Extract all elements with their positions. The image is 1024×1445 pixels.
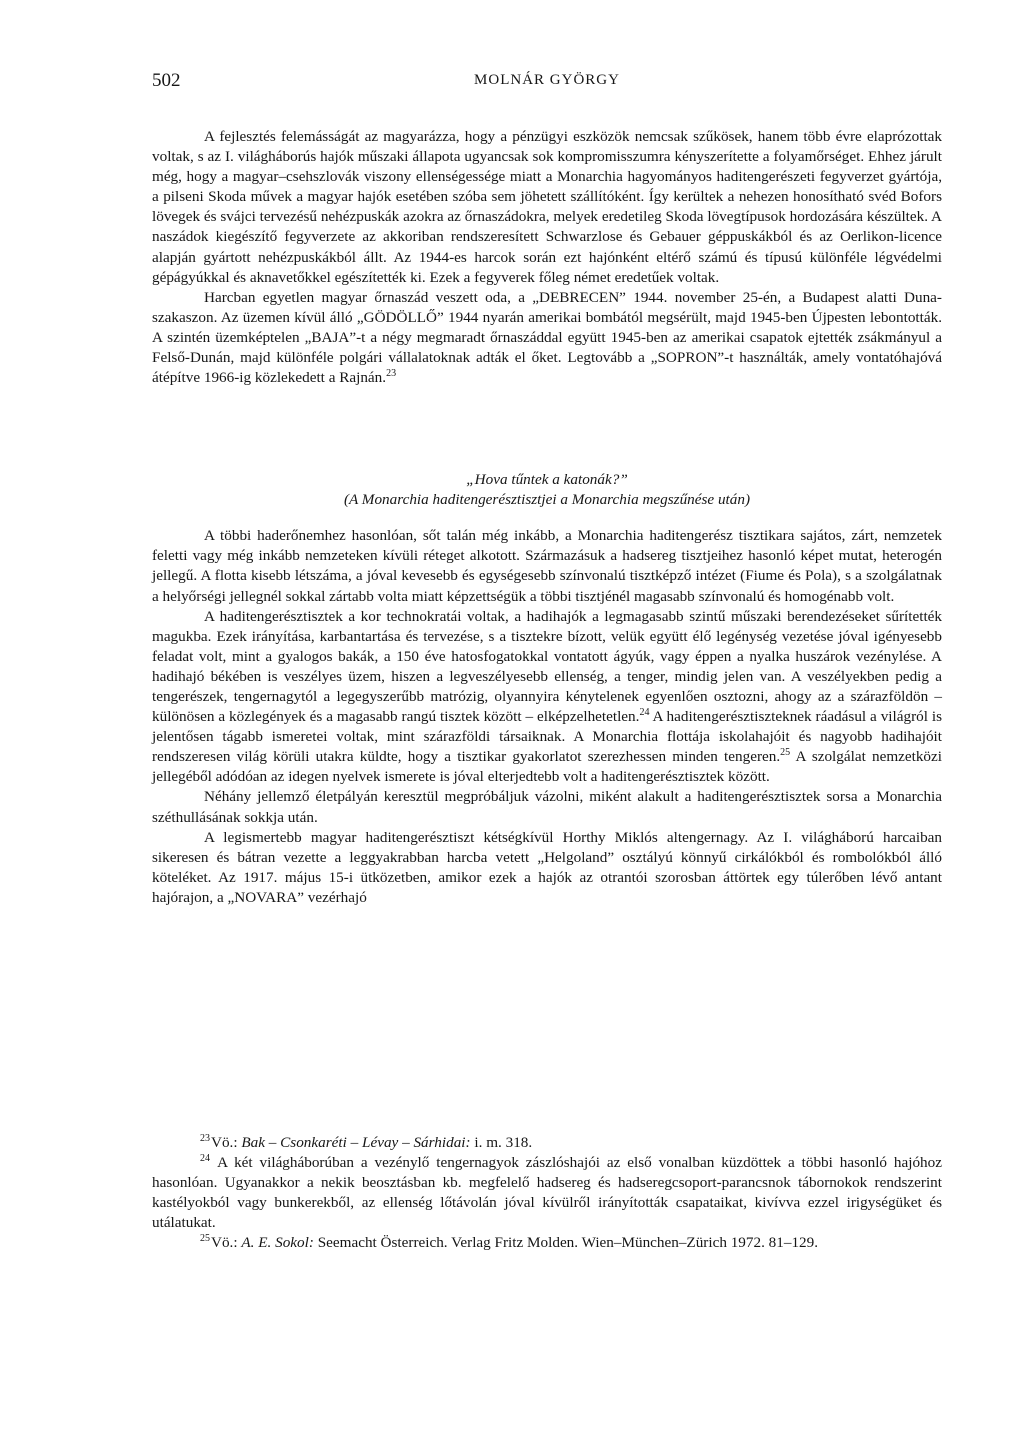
footnote-ref-23: 23	[386, 368, 397, 380]
footnote-ref-24: 24	[639, 707, 650, 718]
paragraph-4	[152, 607, 942, 788]
body-text	[152, 127, 942, 908]
section-subtitle: (A Monarchia haditengerésztisztjei a Monarchia megszűnése után)	[343, 491, 751, 509]
footnote-25-lead: Vö.:	[211, 1234, 242, 1252]
paragraph-4-part-3: A szolgálat nemzetközi jellegéből adódóan az idegen nyelvek ismerete is jóval elterjedtebb volt a haditengerésztisztek között.	[152, 748, 942, 786]
footnotes	[152, 1133, 942, 1254]
paragraph-3: A többi haderőnemhez hasonlóan, sőt talán még inkább, a Monarchia haditengerész tisztikara sajátos, zárt, nemzetek feletti vagy még inkább nemzeteken kívüli réteget alkotott. Származásuk a hadsereg tisztjeihez hasonló képet mutat, heterogén jellegű. A flotta kisebb létszáma, a jóval kevesebb és egységesebb színvonalú tisztképző intézet (Fiume és Pola), s a szolgálatnak a helyőrségi jellegnél sokkal zártabb volta miatt képzettségük a többi tisztjénél magasabb színvonalú és homogénabb volt.	[152, 527, 942, 605]
footnote-25	[152, 1233, 942, 1253]
paragraph-4-part-2: A haditengerésztiszteknek ráadásul a világról is jelentősen tágabb ismeretei voltak, mint szárazföldi társaiknak. A Monarchia flottája iskolahajóit és nagyobb hadihajóit rendszeresen világ körüli utakra küldte, hogy a tisztikar gyakorlatot szerezhessen minden tengeren.	[152, 708, 942, 766]
footnote-24-number: 24	[200, 1153, 210, 1165]
paragraph-2-text: Harcban egyetlen magyar őrnaszád veszett oda, a „DEBRECEN” 1944. november 25-én, a Budapest alatti Duna-szakaszon. Az üzemen kívül álló „GÖDÖLLŐ” 1944 nyarán amerikai bombától megsérült, majd 1945-ben Újpesten lebontották. A szintén üzemképtelen „BAJA”-t a négy megmaradt őrnaszáddal együtt 1945-ben az amerikai csapatok ejtették zsákmányul a Felső-Dunán, majd különféle polgári vállalatoknak adták el őket. Legtovább a „SOPRON”-t használták, amely vontatóhajóvá átépítve 1966-ig közlekedett a Rajnán.	[152, 288, 942, 387]
paragraph-6: A legismertebb magyar haditengerésztiszt kétségkívül Horthy Miklós altengernagy. Az I. világháború harcaiban sikeresen és bátran vezette a leggyakrabban harcba vetett „Helgoland” osztályú könnyű cirkálókból és rombolókból álló köteléket. Az 1917. május 15-i ütközetben, amikor ezek a hajók az otrantói szorosban áttörtek egy túlerőben lévő antant hajórajon, a „NOVARA” vezérhajó	[152, 828, 942, 906]
footnote-24	[152, 1153, 942, 1233]
paragraph-5: Néhány jellemző életpályán keresztül megpróbáljuk vázolni, miként alakult a haditengerésztisztek sorsa a Monarchia széthullásának sokkja után.	[152, 788, 942, 826]
section-title: „Hova tűntek a katonák?”	[466, 471, 628, 489]
page-header	[152, 70, 942, 100]
footnote-25-author: A. E. Sokol:	[241, 1234, 314, 1252]
footnote-24-text: A két világháborúban a vezénylő tengernagyok zászlóshajói az első vonalban küzdöttek a többi hasonló hajóhoz hasonlóan. Ugyanakkor a nekik beosztásban kb. megfelelő hadsereg és hadseregcsoport-parancsnok tábornokok rendszerint kastélyokból vagy bunkerekből, az ellenség lőtávolán jóval kívülről irányították csapataikat, kivívva ezzel irigységüket és utálatukat.	[152, 1154, 942, 1232]
running-head: MOLNÁR GYÖRGY	[474, 72, 620, 88]
paragraph-2	[152, 288, 942, 388]
paragraph-1: A fejlesztés felemásságát az magyarázza, hogy a pénzügyi eszközök nemcsak szűkösek, hanem több évre elaprózottak voltak, s az I. világháborús hajók műszaki állapota ugyancsak sok kompromisszumra kényszerítette a folyamőrséget. Ehhez járult még, hogy a magyar–csehszlovák viszony ellenségessége miatt a Monarchia hagyományos haditengerészeti fegyverzet gyártója, a pilseni Skoda művek a magyar hajók esetében szóba sem jöhetett szállítóként. Így kerültek a nehezen honosítható svéd Bofors lövegek és svájci tervezésű nehézpuskák azokra az őrnaszádokra, melyek eredetileg Skoda lövegtípusok hordozására készültek. A naszádok kiegészítő fegyverzete az akkoriban rendszeresített Schwarzlose és Gebauer géppuskákból és az Oerlikon-licence alapján gyártott nehézpuskákból állt. Az 1944-es harcok során ezt hajónként eltérő számú és típusú különféle légvédelmi gépágyúkkal és aknavetőkkel egészítették ki. Ezek a fegyverek főleg német eredetűek voltak.	[152, 128, 942, 286]
footnote-25-number: 25	[200, 1233, 210, 1245]
footnote-23-number: 23	[200, 1132, 210, 1144]
footnote-23-authors: Bak – Csonkaréti – Lévay – Sárhidai:	[241, 1134, 471, 1151]
paragraph-4-part-1: A haditengerésztisztek a kor technokratái voltak, a hadihajók a legmagasabb szintű műszaki berendezéseket sűrítették magukba. Ezek irányítása, karbantartása és tervezése, s a tisztekre bízott, velük együtt élő legénység vezetése jóval igényesebb feladat volt, mint a gyalogos bakák, a 150 éve hatosfogatokkal vontatott ágyúk, vagy éppen a nyalka huszárok vezénylése. A hadihajó békében is veszélyes üzem, hiszen a legveszélyesebb ellenség, a tenger, mindig jelen van. A veszélyekben pedig a tengerészek, tengernagytól a legegyszerűbb matrózig, olyannyira kénytelenek egyenlően osztozni, ahogy az a szárazföldön – különösen a közlegények és a magasabb rangú tisztek között – elképzelhetetlen.	[152, 607, 942, 726]
footnote-25-rest: Seemacht Österreich. Verlag Fritz Molden. Wien–München–Zürich 1972. 81–129.	[313, 1234, 819, 1252]
footnote-ref-25: 25	[780, 747, 791, 759]
section-heading	[152, 470, 942, 510]
footnote-23-lead: Vö.:	[211, 1134, 242, 1151]
footnote-23	[152, 1133, 942, 1153]
page-number: 502	[152, 70, 181, 91]
footnote-23-rest: i. m. 318.	[470, 1134, 533, 1151]
